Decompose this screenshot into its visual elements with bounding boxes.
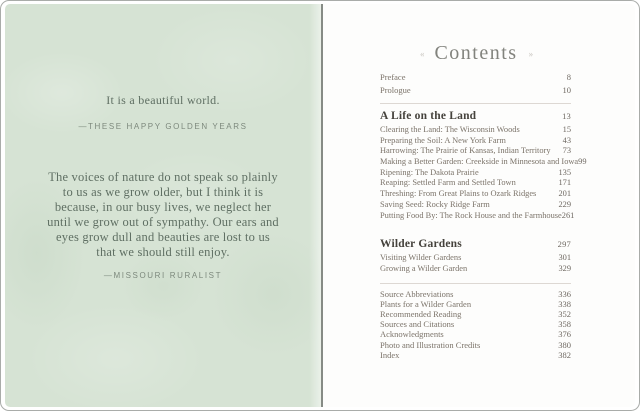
toc-entry-label: Growing a Wilder Garden xyxy=(380,263,468,273)
toc-entry-label: Photo and Illustration Credits xyxy=(380,339,481,350)
toc-entry-page: 8 xyxy=(566,72,571,82)
toc-entry-label: Acknowledgments xyxy=(380,329,444,340)
toc-entry-page: 261 xyxy=(561,210,575,220)
toc-entry-label: Saving Seed: Rocky Ridge Farm xyxy=(380,199,490,209)
toc-entry xyxy=(380,319,571,329)
spread xyxy=(5,4,635,407)
page-title: Contents xyxy=(434,42,518,64)
toc-entry-page: 382 xyxy=(558,349,571,360)
contents-title xyxy=(351,42,601,65)
toc-entry-page: 10 xyxy=(562,85,571,95)
toc-entry xyxy=(380,200,571,211)
toc-entry xyxy=(380,329,571,339)
toc-entry xyxy=(380,146,571,157)
toc-entry xyxy=(380,299,571,309)
toc-entry-label: Clearing the Land: The Wisconsin Woods xyxy=(380,125,520,134)
divider xyxy=(380,103,571,104)
table-of-contents xyxy=(380,72,587,360)
toc-entry xyxy=(380,210,575,222)
toc-entry-label: Visiting Wilder Gardens xyxy=(380,253,462,263)
quote-attribution: —MISSOURI RURALIST xyxy=(103,271,223,280)
toc-entry xyxy=(380,178,571,189)
toc-entry xyxy=(380,340,571,350)
toc-entry-label: Ripening: The Dakota Prairie xyxy=(380,167,479,177)
toc-entry xyxy=(380,168,571,179)
toc-entry xyxy=(380,309,571,319)
toc-entry xyxy=(380,157,587,168)
toc-entry xyxy=(380,136,571,147)
toc-entry-page: 73 xyxy=(562,146,571,156)
toc-entry-label: Putting Food By: The Rock House and the Farmhouse xyxy=(380,210,562,220)
quote-text xyxy=(5,170,321,260)
toc-entry-page: 99 xyxy=(578,157,587,167)
toc-entry-page: 358 xyxy=(558,319,571,330)
toc-entry-label: Preparing the Soil: A New York Farm xyxy=(380,135,506,145)
toc-entry-page: 301 xyxy=(558,253,571,263)
quote-attribution: —THESE HAPPY GOLDEN YEARS xyxy=(78,122,248,131)
toc-entry-label: Plants for a Wilder Garden xyxy=(380,298,472,309)
toc-entry xyxy=(380,289,571,299)
ornament-right-icon: » xyxy=(528,49,533,59)
toc-entry-label: Harrowing: The Prairie of Kansas, Indian Territory xyxy=(380,146,551,156)
quote-line: that we should still enjoy. xyxy=(96,245,230,259)
toc-entry-page: 329 xyxy=(558,263,571,273)
quote-text: It is a beautiful world. xyxy=(106,93,220,107)
quote-line: to us as we grow older, but I think it is xyxy=(62,185,264,199)
toc-entry xyxy=(380,253,571,264)
toc-section-heading xyxy=(380,238,571,253)
toc-entry-label: Sources and Citations xyxy=(380,319,455,330)
toc-entry xyxy=(380,125,571,136)
left-page xyxy=(5,4,321,407)
toc-section-page: 13 xyxy=(562,111,571,121)
toc-entry xyxy=(380,189,571,200)
toc-entry-page: 171 xyxy=(558,178,571,188)
toc-section-label: Wilder Gardens xyxy=(380,238,462,251)
toc-entry-page: 352 xyxy=(558,308,571,319)
toc-section-heading xyxy=(380,110,571,125)
toc-entry-page: 201 xyxy=(558,189,571,199)
divider xyxy=(380,283,571,284)
toc-entry-page: 376 xyxy=(558,329,571,340)
toc-entry-page: 43 xyxy=(562,135,571,145)
toc-entry-page: 135 xyxy=(558,167,571,177)
toc-entry xyxy=(380,85,571,98)
toc-entry-page: 338 xyxy=(558,298,571,309)
toc-entry-label: Index xyxy=(380,349,400,360)
quote-line: The voices of nature do not speak so plainly xyxy=(48,170,278,184)
quote-line: until we grow out of sympathy. Our ears and xyxy=(47,215,279,229)
toc-entry xyxy=(380,72,571,85)
toc-entry-label: Reaping: Settled Farm and Settled Town xyxy=(380,178,516,188)
toc-entry-label: Prologue xyxy=(380,85,411,95)
toc-entry-label: Preface xyxy=(380,72,406,82)
quote-line: because, in our busy lives, we neglect her xyxy=(54,200,272,214)
toc-entry-page: 229 xyxy=(558,199,571,209)
toc-entry-label: Recommended Reading xyxy=(380,308,462,319)
quote-line: eyes grow dull and beauties are lost to us xyxy=(56,230,270,244)
toc-entry-page: 380 xyxy=(558,339,571,350)
gutter-highlight xyxy=(309,4,321,407)
toc-entry-label: Threshing: From Great Plains to Ozark Ridges xyxy=(380,189,537,199)
toc-entry-page: 15 xyxy=(562,125,571,134)
toc-entry-label: Source Abbreviations xyxy=(380,288,454,299)
toc-entry-label: Making a Better Garden: Creekside in Minnesota and Iowa xyxy=(380,157,579,167)
toc-entry xyxy=(380,264,571,275)
toc-entry xyxy=(380,350,571,360)
contents-page xyxy=(323,4,635,407)
toc-section-label: A Life on the Land xyxy=(380,110,477,122)
ornament-left-icon: « xyxy=(419,49,424,59)
toc-entry-page: 336 xyxy=(558,288,571,299)
toc-section-page: 297 xyxy=(557,239,571,250)
